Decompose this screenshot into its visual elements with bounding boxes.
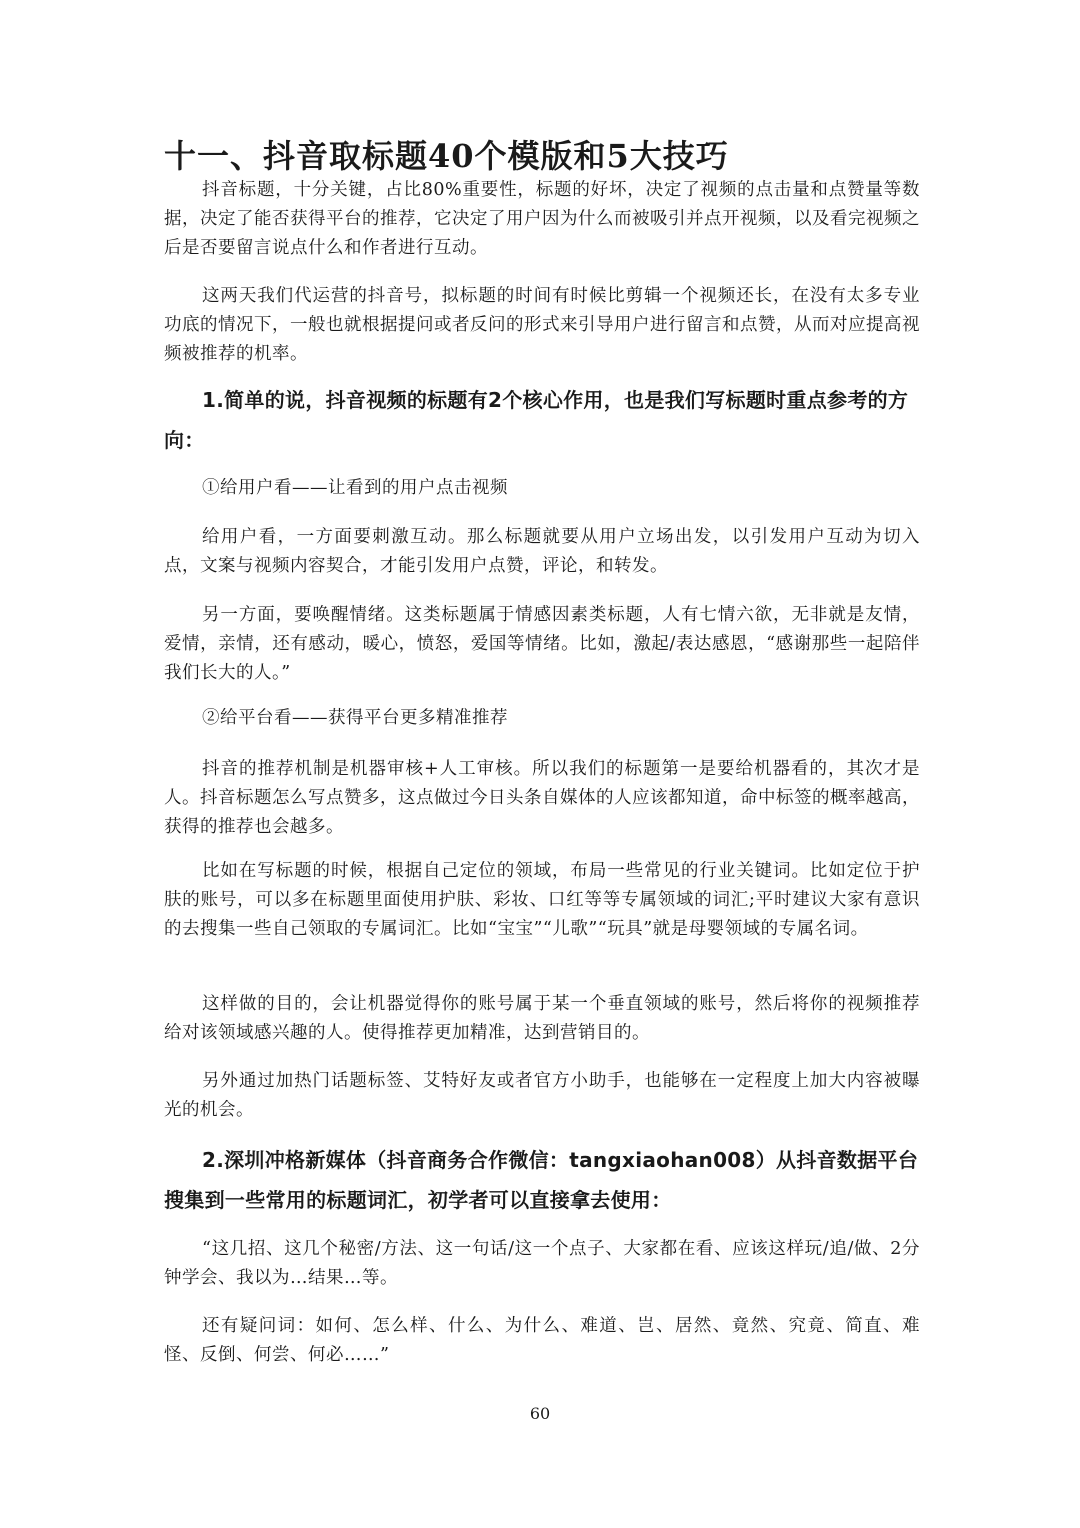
page-title: 十一、抖音取标题40个模版和5大技巧 [164, 137, 729, 175]
intro-paragraph-2: 这两天我们代运营的抖音号，拟标题的时间有时候比剪辑一个视频还长，在没有太多专业功底的情况下，一般也就根据提问或者反问的形式来引导用户进行留言和点赞，从而对应提高视频被推荐的机率。 [164, 286, 920, 364]
point-1-paragraph-2: 另一方面，要唤醒情绪。这类标题属于情感因素类标题，人有七情六欲，无非就是友情，爱情，亲情，还有感动，暖心，愤怒，爱国等情绪。比如，激起/表达感恩，“感谢那些一起陪伴我们长大的人。” [164, 605, 920, 683]
point-1-paragraph-1: 给用户看，一方面要刺激互动。那么标题就要从用户立场出发，以引发用户互动为切入点，文案与视频内容契合，才能引发用户点赞，评论，和转发。 [164, 527, 920, 576]
point-2-paragraph-4: 另外通过加热门话题标签、艾特好友或者官方小助手，也能够在一定程度上加大内容被曝光的机会。 [164, 1071, 920, 1120]
point-2-paragraph-2: 比如在写标题的时候，根据自己定位的领域，布局一些常见的行业关键词。比如定位于护肤的账号，可以多在标题里面使用护肤、彩妆、口红等等专属领域的词汇;平时建议大家有意识的去搜集一些自己领取的专属词汇。比如“宝宝”“儿歌”“玩具”就是母婴领域的专属名词。 [164, 861, 920, 939]
intro-paragraph-1: 抖音标题，十分关键，占比80%重要性，标题的好坏，决定了视频的点击量和点赞量等数据，决定了能否获得平台的推荐，它决定了用户因为什么而被吸引并点开视频，以及看完视频之后是否要留言说点什么和作者进行互动。 [164, 180, 920, 258]
section-2-heading: 2.深圳冲格新媒体（抖音商务合作微信：tangxiaohan008）从抖音数据平台搜集到一些常用的标题词汇，初学者可以直接拿去使用： [164, 1148, 919, 1212]
quote-paragraph-2: 还有疑问词：如何、怎么样、什么、为什么、难道、岂、居然、竟然、究竟、简直、难怪、反倒、何尝、何必……” [164, 1316, 920, 1365]
point-2-paragraph-3: 这样做的目的，会让机器觉得你的账号属于某一个垂直领域的账号，然后将你的视频推荐给对该领域感兴趣的人。使得推荐更加精准，达到营销目的。 [164, 994, 920, 1043]
point-2-title: ②给平台看——获得平台更多精准推荐 [202, 708, 508, 728]
point-2-paragraph-1: 抖音的推荐机制是机器审核+人工审核。所以我们的标题第一是要给机器看的，其次才是人。抖音标题怎么写点赞多，这点做过今日头条自媒体的人应该都知道，命中标签的概率越高，获得的推荐也会越多。 [164, 759, 920, 837]
page-number: 60 [529, 1404, 551, 1423]
section-1-heading: 1.简单的说，抖音视频的标题有2个核心作用，也是我们写标题时重点参考的方向： [164, 388, 909, 452]
point-1-title: ①给用户看——让看到的用户点击视频 [202, 478, 508, 498]
quote-paragraph-1: “这几招、这几个秘密/方法、这一句话/这一个点子、大家都在看、应该这样玩/追/做、2分钟学会、我以为…结果…等。 [164, 1239, 920, 1288]
